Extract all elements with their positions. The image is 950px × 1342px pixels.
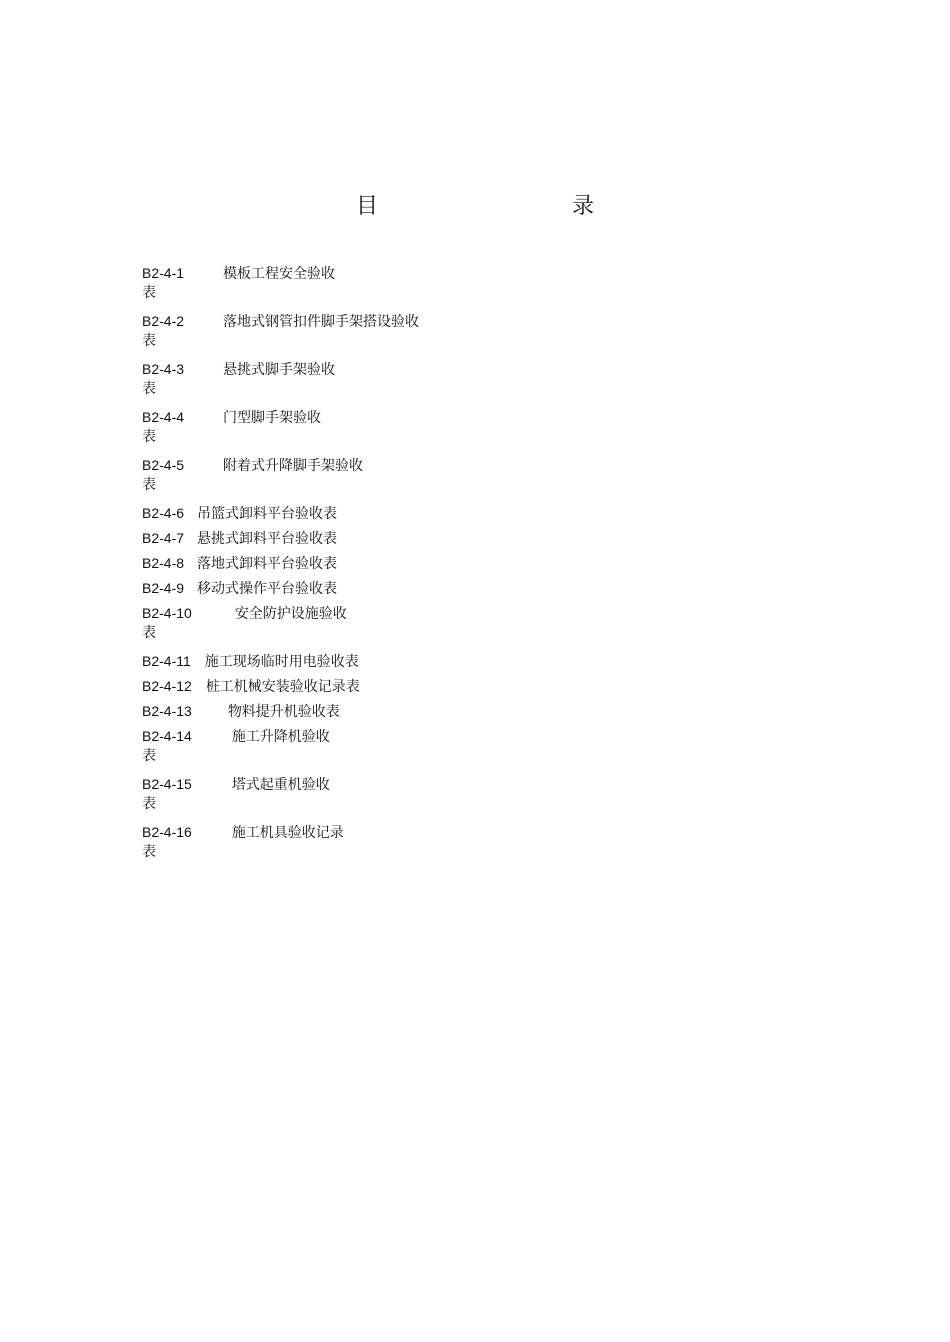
toc-title: 落地式卸料平台验收表 (197, 556, 338, 572)
toc-title: 桩工机械安装验收记录表 (205, 679, 360, 695)
toc-code: B2-4-8 (142, 555, 185, 571)
toc-code: B2-4-3 (142, 361, 185, 377)
toc-code: B2-4-16 (142, 824, 192, 840)
toc-title: 模板工程安全验收 (223, 266, 336, 282)
toc-title: 门型脚手架验收 (223, 410, 322, 426)
toc-code: B2-4-6 (142, 505, 185, 521)
toc-code: B2-4-13 (142, 703, 192, 719)
toc-entry (142, 554, 642, 576)
toc-title-continuation: 表 (142, 796, 156, 812)
toc-entry (142, 408, 642, 453)
toc-entry (142, 264, 642, 309)
toc-title: 移动式操作平台验收表 (197, 581, 338, 597)
toc-title: 吊篮式卸料平台验收表 (197, 506, 338, 522)
toc-title-continuation: 表 (142, 625, 156, 641)
toc-code: B2-4-12 (142, 678, 192, 694)
toc-title: 塔式起重机验收 (231, 777, 330, 793)
toc-code: B2-4-4 (142, 409, 185, 425)
toc-code: B2-4-1 (142, 265, 185, 281)
toc-entry (142, 312, 642, 357)
toc-title: 施工机具验收记录 (231, 825, 344, 841)
toc-title: 悬挑式脚手架验收 (223, 362, 336, 378)
toc-title-continuation: 表 (142, 844, 156, 860)
toc-code: B2-4-11 (142, 653, 191, 669)
toc-title-continuation: 表 (142, 748, 156, 764)
toc-code: B2-4-5 (142, 457, 185, 473)
toc-title: 物料提升机验收表 (227, 704, 340, 720)
toc-entry (142, 702, 642, 724)
toc-title: 安全防护设施验收 (234, 606, 347, 622)
toc-entry (142, 727, 642, 772)
toc-entry (142, 529, 642, 551)
toc-title-continuation: 表 (142, 477, 156, 493)
toc-entry (142, 775, 642, 820)
toc-title: 施工现场临时用电验收表 (204, 654, 359, 670)
toc-entry (142, 504, 642, 526)
toc-code: B2-4-14 (142, 728, 192, 744)
toc-entry (142, 456, 642, 501)
toc-title: 施工升降机验收 (231, 729, 330, 745)
toc-title-continuation: 表 (142, 333, 156, 349)
toc-code: B2-4-10 (142, 605, 192, 621)
toc-code: B2-4-9 (142, 580, 185, 596)
toc-code: B2-4-7 (142, 530, 185, 546)
toc-entry (142, 604, 642, 649)
toc-entry (142, 652, 642, 674)
toc-entry (142, 579, 642, 601)
toc-code: B2-4-15 (142, 776, 192, 792)
toc-title-continuation: 表 (142, 429, 156, 445)
toc-title-continuation: 表 (142, 381, 156, 397)
toc-title: 落地式钢管扣件脚手架搭设验收 (223, 314, 420, 330)
toc-entry (142, 677, 642, 699)
toc-title-continuation: 表 (142, 285, 156, 301)
toc-entry (142, 360, 642, 405)
page-title: 目 录 (355, 194, 644, 219)
toc-code: B2-4-2 (142, 313, 185, 329)
toc-title: 悬挑式卸料平台验收表 (197, 531, 338, 547)
toc-title: 附着式升降脚手架验收 (223, 458, 364, 474)
toc-entry (142, 823, 642, 868)
table-of-contents (142, 264, 642, 868)
